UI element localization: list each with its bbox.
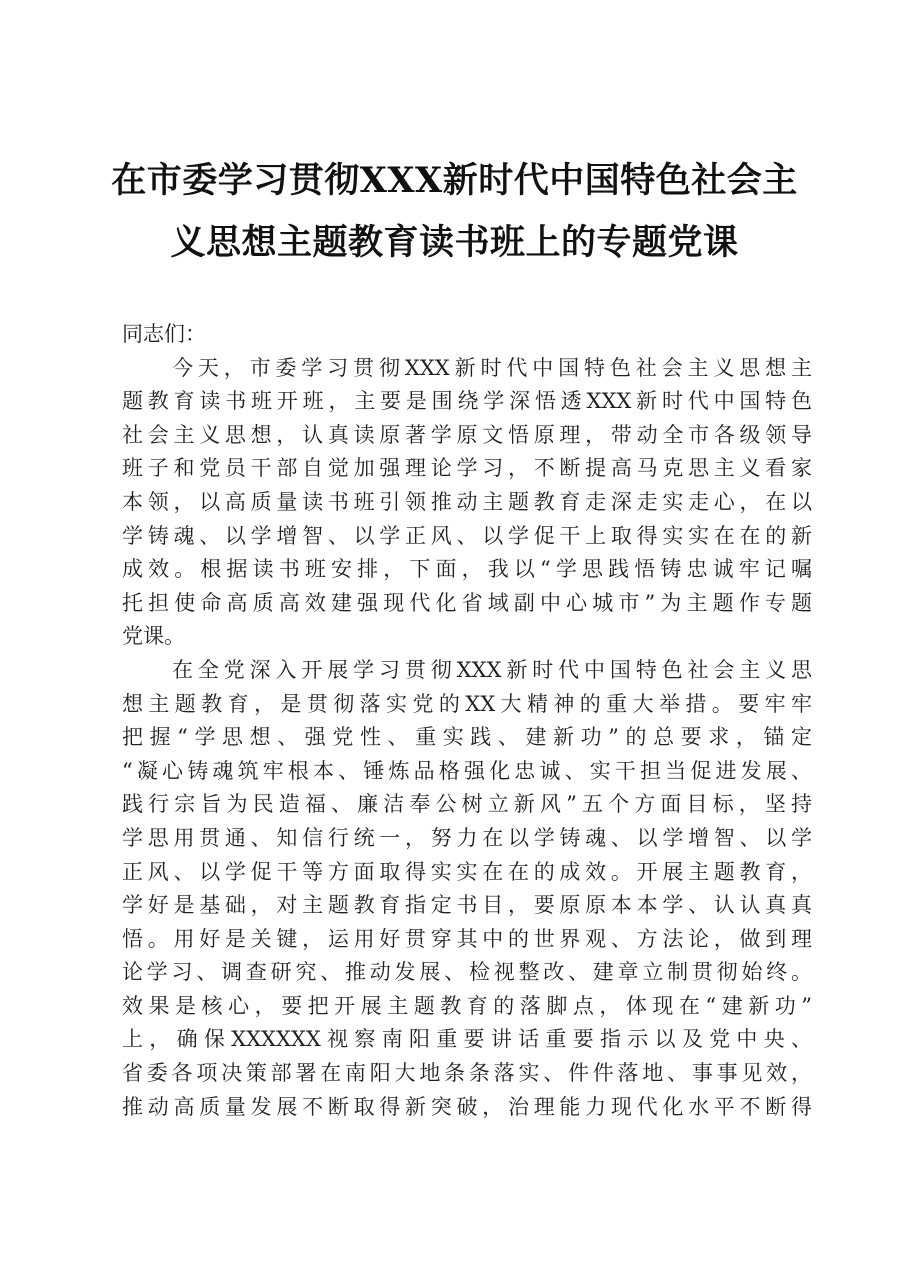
paragraph-line: 班子和党员干部自觉加强理论学习，不断提高马克思主义看家 [122,456,812,481]
paragraph-line: 把握“学思想、强党性、重实践、建新功”的总要求，锚定 [122,725,812,750]
paragraph-line: 党课。 [122,624,185,649]
paragraph-line: 成效。根据读书班安排，下面，我以“学思践悟铸忠诚牢记嘱 [122,557,812,582]
salutation: 同志们： [122,322,206,346]
paragraph-1 [122,352,812,654]
paragraph-2 [122,654,812,1124]
paragraph-line: 践行宗旨为民造福、廉洁奉公树立新风”五个方面目标，坚持 [122,792,812,817]
paragraph-line: 托担使命高质高效建强现代化省域副中心城市”为主题作专题 [122,590,812,615]
paragraph-line: 题教育读书班开班，主要是围绕学深悟透XXX新时代中国特色 [122,389,812,414]
document-body [122,318,812,1124]
paragraph-line: 学铸魂、以学增智、以学正风、以学促干上取得实实在在的新 [122,523,812,548]
title-line-2: 义思想主题教育读书班上的专题党课 [170,222,739,263]
paragraph-line: 正风、以学促干等方面取得实实在在的成效。开展主题教育， [122,859,812,884]
paragraph-line: 想主题教育，是贯彻落实党的XX大精神的重大举措。要牢牢 [122,691,812,716]
paragraph-line: 学好是基础，对主题教育指定书目，要原原本本学、认认真真 [122,893,812,918]
paragraph-line: 上，确保XXXXXX视察南阳重要讲话重要指示以及党中央、 [122,1027,812,1052]
paragraph-line: 社会主义思想，认真读原著学原文悟原理，带动全市各级领导 [122,422,812,447]
paragraph-line: 省委各项决策部署在南阳大地条条落实、件件落地、事事见效， [122,1061,812,1086]
paragraph-line: 今天，市委学习贯彻XXX新时代中国特色社会主义思想主 [172,355,812,380]
paragraph-line: 在全党深入开展学习贯彻XXX新时代中国特色社会主义思 [172,657,812,682]
title-line-1: 在市委学习贯彻XXX新时代中国特色社会主 [111,160,798,201]
paragraph-line: 学思用贯通、知信行统一，努力在以学铸魂、以学增智、以学 [122,825,812,850]
paragraph-line: 论学习、调查研究、推动发展、检视整改、建章立制贯彻始终。 [122,960,812,985]
paragraph-line: 效果是核心，要把开展主题教育的落脚点，体现在“建新功” [122,993,812,1018]
document-title [100,150,809,274]
paragraph-line: “凝心铸魂筑牢根本、锤炼品格强化忠诚、实干担当促进发展、 [122,758,812,783]
paragraph-line: 本领，以高质量读书班引领推动主题教育走深走实走心，在以 [122,489,812,514]
paragraph-line: 推动高质量发展不断取得新突破，治理能力现代化水平不断得 [122,1094,812,1119]
paragraph-line: 悟。用好是关键，运用好贯穿其中的世界观、方法论，做到理 [122,926,812,951]
